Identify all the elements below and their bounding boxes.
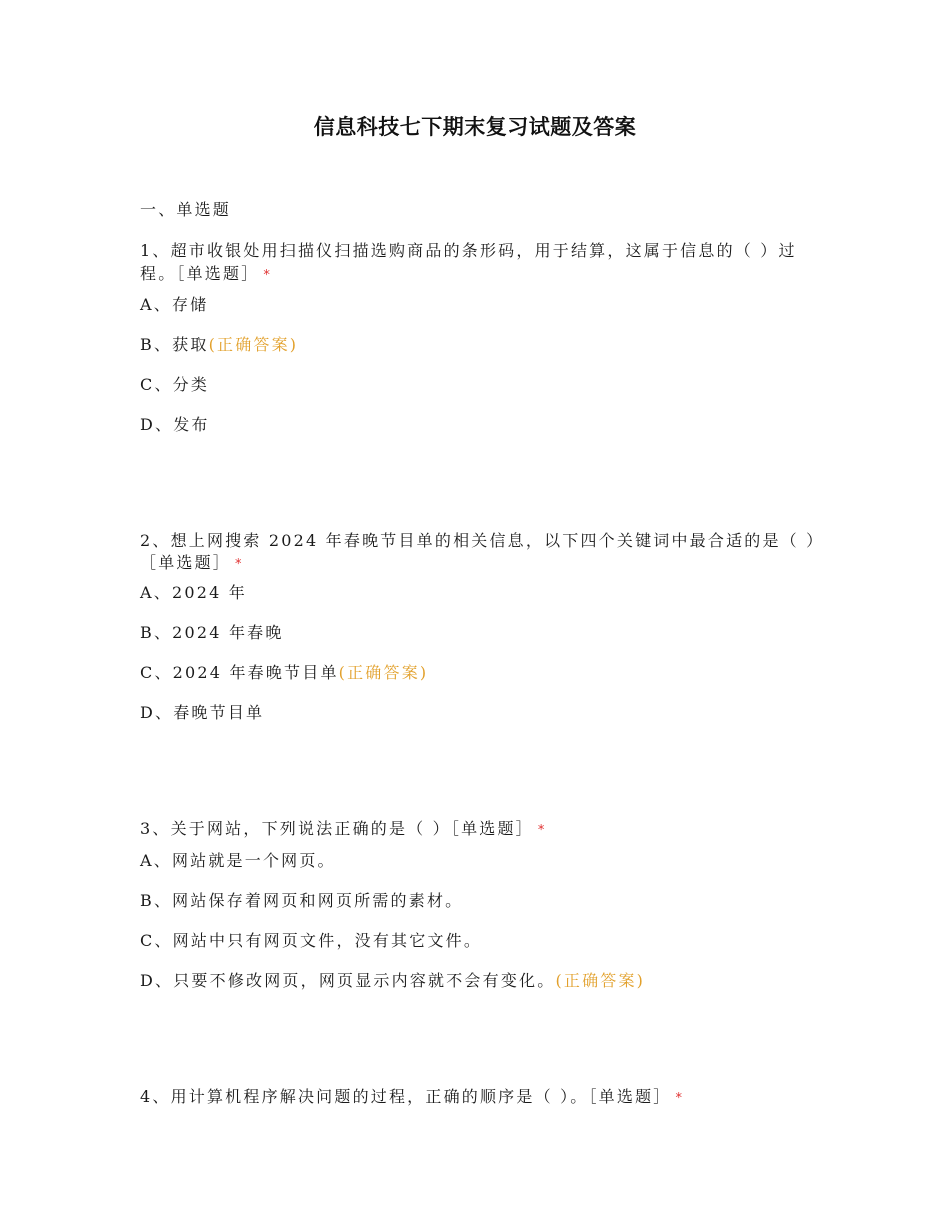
question-3-stem — [140, 818, 547, 842]
question-3-option-b: B、网站保存着网页和网页所需的素材。 — [140, 891, 464, 910]
section-heading: 一、单选题 — [140, 200, 232, 219]
option-label: C、2024 年春晚节目单 — [140, 663, 339, 682]
required-asterisk-icon: * — [675, 1091, 685, 1106]
required-asterisk-icon: * — [235, 557, 244, 572]
question-2-option-d: D、春晚节目单 — [140, 703, 265, 722]
question-1-option-d: D、发布 — [140, 415, 210, 434]
question-3-option-d — [140, 970, 645, 992]
question-4-stem — [140, 1086, 684, 1110]
question-2-stem-text: ［单选题］ — [140, 553, 232, 572]
question-2-option-b: B、2024 年春晚 — [140, 623, 284, 642]
question-1-option-a: A、存储 — [140, 295, 209, 314]
required-asterisk-icon: * — [263, 268, 273, 283]
correct-answer-tag: (正确答案) — [555, 971, 646, 990]
question-1-option-c: C、分类 — [140, 375, 210, 394]
question-1-option-b — [140, 334, 298, 356]
option-label: B、获取 — [140, 335, 209, 354]
question-1-stem-line2 — [140, 263, 272, 287]
question-3-stem-text: 3、关于网站，下列说法正确的是（ ）［单选题］ — [140, 819, 534, 838]
question-1-stem-line1: 1、超市收银处用扫描仪扫描选购商品的条形码，用于结算，这属于信息的（ ）过 — [140, 241, 797, 260]
question-2-option-a: A、2024 年 — [140, 583, 247, 602]
question-3-option-c: C、网站中只有网页文件，没有其它文件。 — [140, 931, 483, 950]
question-4-stem-text: 4、用计算机程序解决问题的过程，正确的顺序是（ ）。［单选题］ — [140, 1087, 672, 1106]
correct-answer-tag: (正确答案) — [208, 335, 299, 354]
question-2-option-c — [140, 662, 428, 684]
question-2-stem-line1: 2、想上网搜索 2024 年春晚节目单的相关信息，以下四个关键词中最合适的是（ ） — [140, 531, 825, 550]
required-asterisk-icon: * — [537, 823, 547, 838]
option-label: D、只要不修改网页，网页显示内容就不会有变化。 — [140, 971, 556, 990]
page-title: 信息科技七下期末复习试题及答案 — [313, 115, 637, 139]
question-2-stem-line2 — [140, 552, 244, 576]
question-3-option-a: A、网站就是一个网页。 — [140, 851, 336, 870]
correct-answer-tag: (正确答案) — [338, 663, 429, 682]
question-1-stem-text: 程。［单选题］ — [140, 264, 260, 283]
